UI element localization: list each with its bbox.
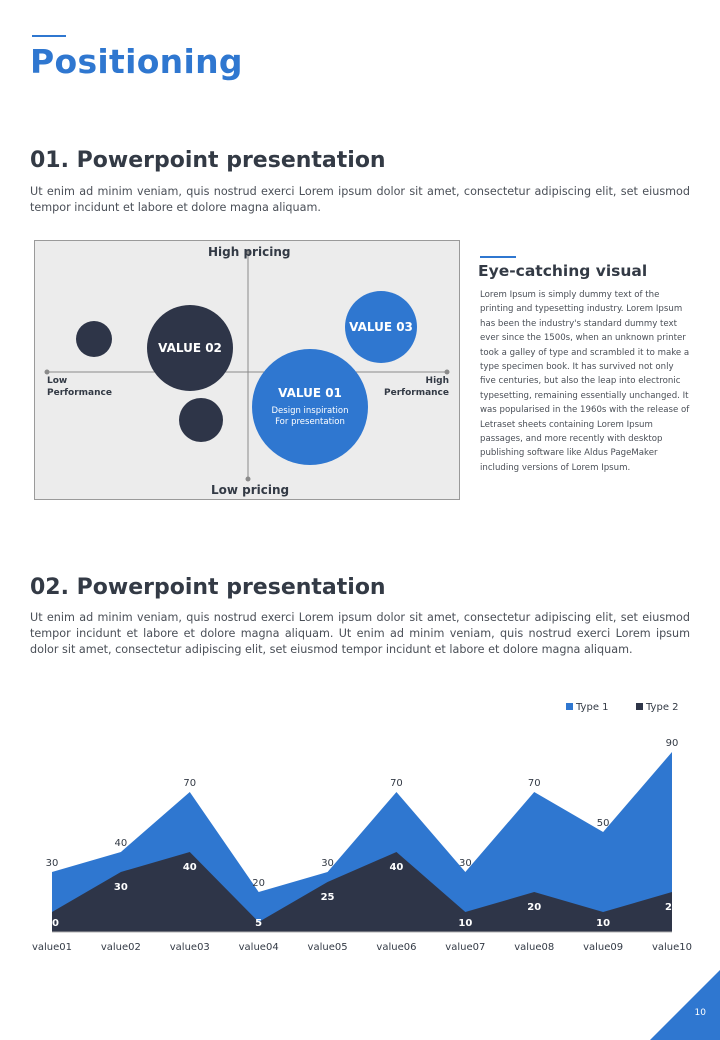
x-tick-label-5: value05 (307, 942, 348, 953)
data-label-1-6: 70 (390, 778, 403, 789)
data-label-1-8: 70 (527, 778, 541, 789)
section1-body: Ut enim ad minim veniam, quis nostrud exerci Lorem ipsum dolor sit amet, consectetur adipiscing elit, set eiusmod tempor incidunt et labore et dolore magna aliquam. (30, 185, 690, 214)
data-label-1-5: 30 (321, 858, 334, 869)
high-performance-label: High Performance (384, 376, 449, 398)
small-bubble-left (76, 321, 112, 357)
sidebar-accent-rule (480, 256, 516, 258)
data-label-1-2: 40 (114, 838, 128, 849)
data-label-2-5: 25 (320, 892, 335, 903)
sidebar-title: Eye-catching visual (478, 262, 648, 280)
value03-bubble (345, 291, 417, 363)
value02-title: VALUE 02 (158, 341, 222, 355)
data-label-2-6: 40 (389, 862, 404, 873)
data-label-1-7: 30 (458, 858, 472, 869)
area-chart-svg (0, 690, 720, 970)
data-label-1-1: 30 (45, 858, 59, 869)
x-tick-label-6: value06 (376, 942, 417, 953)
x-tick-label-2: value02 (100, 942, 141, 953)
high-pricing-label: High pricing (208, 245, 291, 259)
value01-bubble (252, 349, 368, 465)
x-tick-label-8: value08 (514, 942, 555, 953)
value01-subtitle: Design inspiration For presentation (271, 406, 349, 427)
page-corner-triangle (650, 970, 720, 1040)
data-label-2-9: 10 (596, 918, 611, 929)
data-label-2-8: 20 (527, 902, 542, 913)
matrix-axes (35, 241, 461, 501)
data-label-2-10: 20 (665, 902, 679, 913)
page-number: 10 (694, 1008, 706, 1018)
page-title: Positioning (30, 42, 243, 81)
data-label-2-2: 30 (113, 882, 128, 893)
small-bubble-bottom (179, 398, 223, 442)
x-tick-label-4: value04 (238, 942, 279, 953)
value02-bubble (147, 305, 233, 391)
value03-title: VALUE 03 (349, 320, 413, 334)
section1-title: 01. Powerpoint presentation (30, 148, 386, 173)
data-label-1-4: 20 (252, 878, 266, 889)
x-tick-label-3: value03 (169, 942, 210, 953)
x-tick-label-7: value07 (445, 942, 486, 953)
positioning-matrix (34, 240, 460, 500)
data-label-2-4: 5 (255, 918, 263, 929)
legend-label-2: Type 2 (646, 702, 679, 713)
data-label-2-3: 40 (182, 862, 197, 873)
title-accent-rule (32, 35, 66, 37)
data-label-1-3: 70 (183, 778, 197, 789)
low-performance-label: Low Performance (47, 376, 112, 398)
x-tick-label-9: value09 (583, 942, 624, 953)
data-label-1-9: 50 (596, 818, 610, 829)
legend-swatch-1 (566, 703, 573, 710)
sidebar-body: Lorem Ipsum is simply dummy text of the printing and typesetting industry. Lorem Ipsum has been the industry's standard dummy text ever since the 1500s, when an unknown printer took a galley of type and scrambled it to make a type specimen book. It has survived not only five centuries, but also the leap into electronic typesetting, remaining essentially unchanged. It was popularised in the 1960s with the release of Letraset sheets containing Lorem Ipsum passages, and more recently with desktop publishing software like Aldus PageMaker including versions of Lorem Ipsum. (480, 290, 690, 473)
data-label-2-1: 10 (45, 918, 59, 929)
x-tick-label-1: value01 (31, 942, 73, 953)
area-chart (0, 690, 720, 970)
section2-title: 02. Powerpoint presentation (30, 575, 386, 600)
low-pricing-label: Low pricing (211, 483, 290, 497)
value01-title: VALUE 01 (278, 386, 342, 400)
data-label-1-10: 90 (665, 738, 679, 749)
legend-label-1: Type 1 (576, 702, 609, 713)
section2-body: Ut enim ad minim veniam, quis nostrud exerci Lorem ipsum dolor sit amet, consectetur adipiscing elit, set eiusmod tempor incidunt et labore et dolore magna aliquam. Ut enim ad minim veniam, quis nostrud exerci Lorem ipsum dolor sit amet, consectetur adipiscing elit, set eiusmod tempor incidunt et labore et dolore magna aliquam. (30, 611, 690, 656)
legend-swatch-2 (636, 703, 643, 710)
data-label-2-7: 10 (458, 918, 473, 929)
x-tick-label-10: value10 (651, 942, 693, 953)
